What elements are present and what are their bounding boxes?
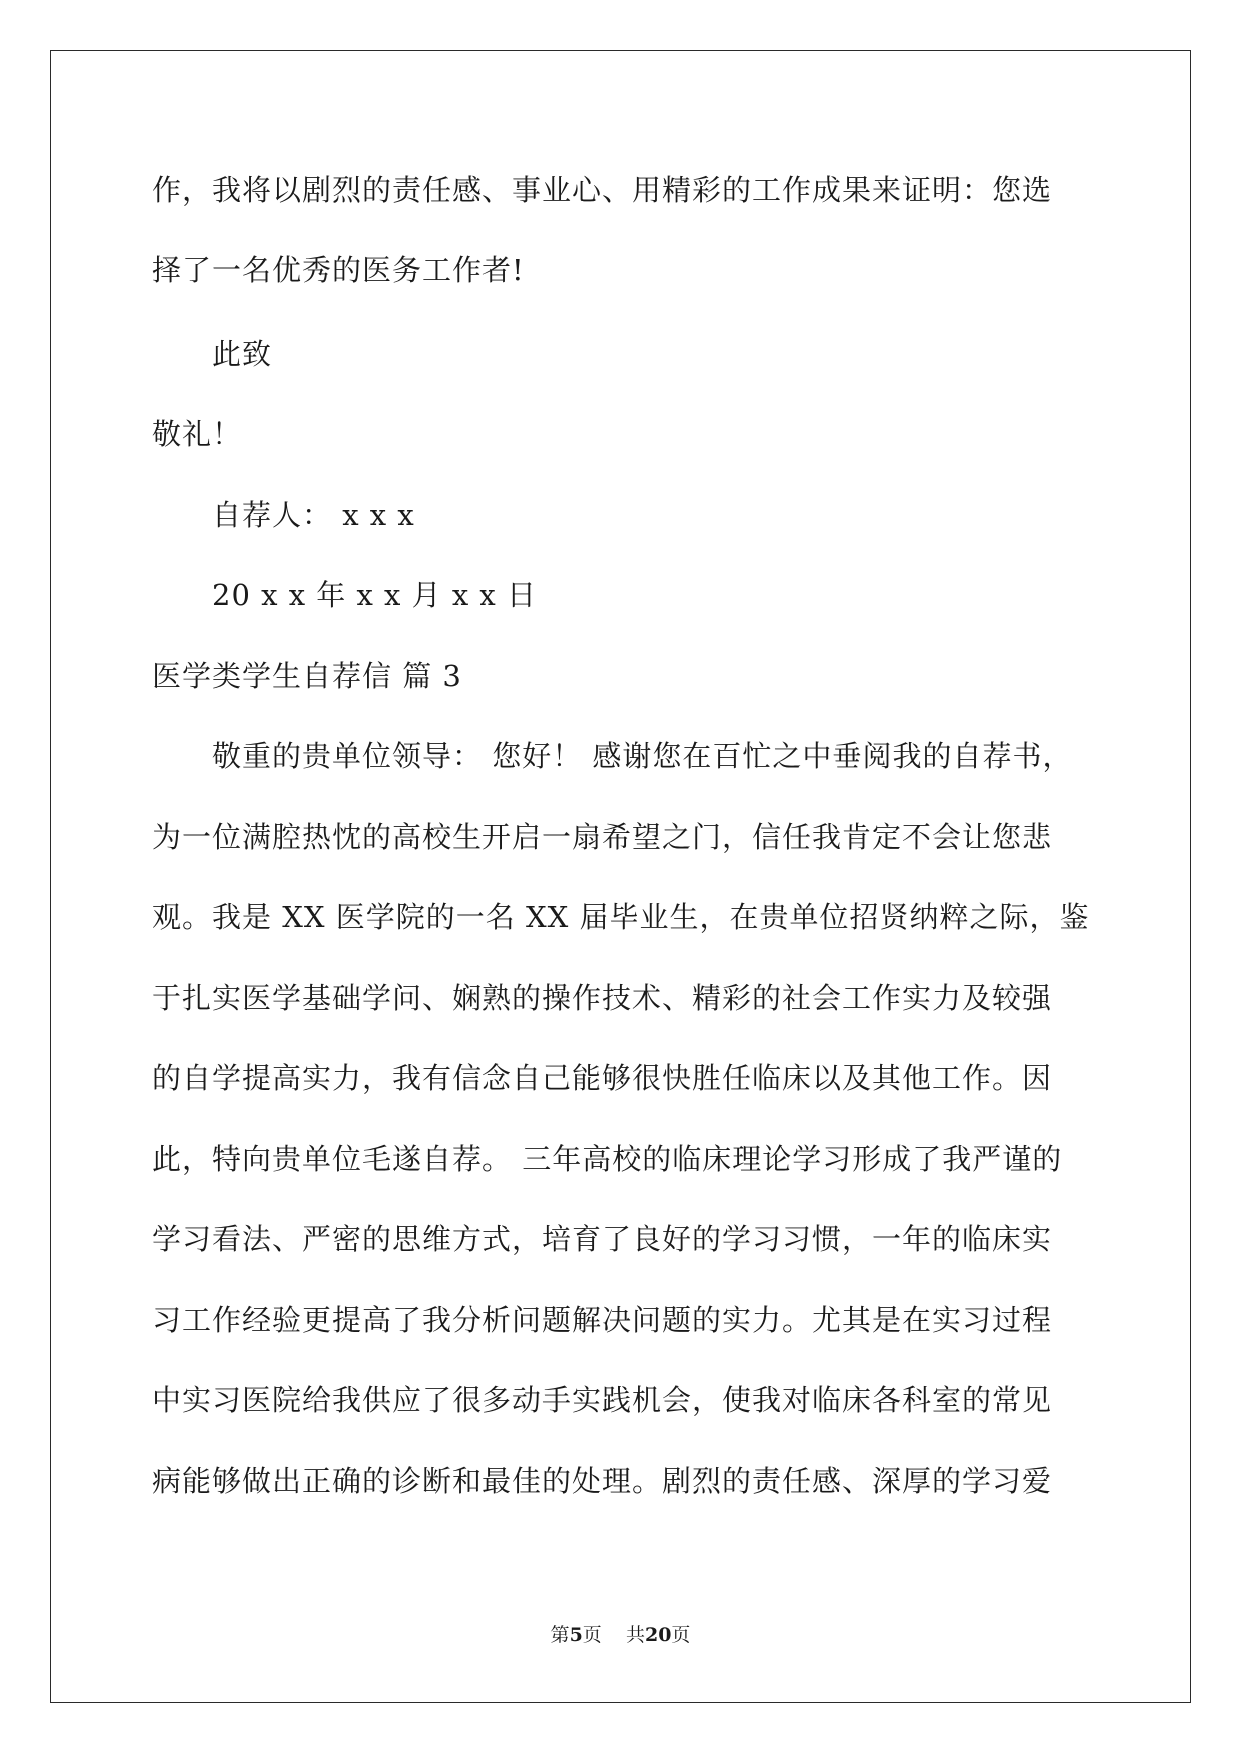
body-line-15: 习工作经验更提高了我分析问题解决问题的实力。尤其是在实习过程 [152,1303,1053,1337]
signatory: 自荐人： x x x [212,498,415,532]
footer-prefix: 第 [550,1624,570,1646]
footer-suffix: 页 [671,1624,691,1646]
footer-mid: 页 共 [582,1624,645,1646]
body-line-1: 作，我将以剧烈的责任感、事业心、用精彩的工作成果来证明：您选 [152,173,1053,207]
date-line: 20 x x 年 x x 月 x x 日 [212,578,537,612]
page-footer [0,1622,1241,1648]
regards: 敬礼！ [152,417,243,451]
body-line-14: 学习看法、严密的思维方式，培育了良好的学习习惯，一年的临床实 [152,1222,1053,1256]
body-line-16: 中实习医院给我供应了很多动手实践机会，使我对临床各科室的常见 [152,1383,1053,1417]
body-line-13: 此，特向贵单位毛遂自荐。 三年高校的临床理论学习形成了我严谨的 [152,1142,1063,1176]
page-border [50,50,1191,1703]
salutation-closing: 此致 [212,337,273,371]
body-line-12: 的自学提高实力，我有信念自己能够很快胜任临床以及其他工作。因 [152,1061,1053,1095]
section-heading: 医学类学生自荐信 篇 3 [152,659,462,693]
body-line-9: 为一位满腔热忱的高校生开启一扇希望之门，信任我肯定不会让您悲 [152,820,1053,854]
body-line-11: 于扎实医学基础学问、娴熟的操作技术、精彩的社会工作实力及较强 [152,981,1053,1015]
footer-page-number: 5 [569,1624,583,1646]
body-line-2: 择了一名优秀的医务工作者! [152,253,525,287]
body-line-17: 病能够做出正确的诊断和最佳的处理。剧烈的责任感、深厚的学习爱 [152,1464,1053,1498]
body-line-8: 敬重的贵单位领导： 您好！ 感谢您在百忙之中垂阅我的自荐书， [212,739,1073,773]
body-line-10: 观。我是 XX 医学院的一名 XX 届毕业生，在贵单位招贤纳粹之际，鉴 [152,900,1090,934]
footer-total-pages: 20 [644,1624,672,1646]
